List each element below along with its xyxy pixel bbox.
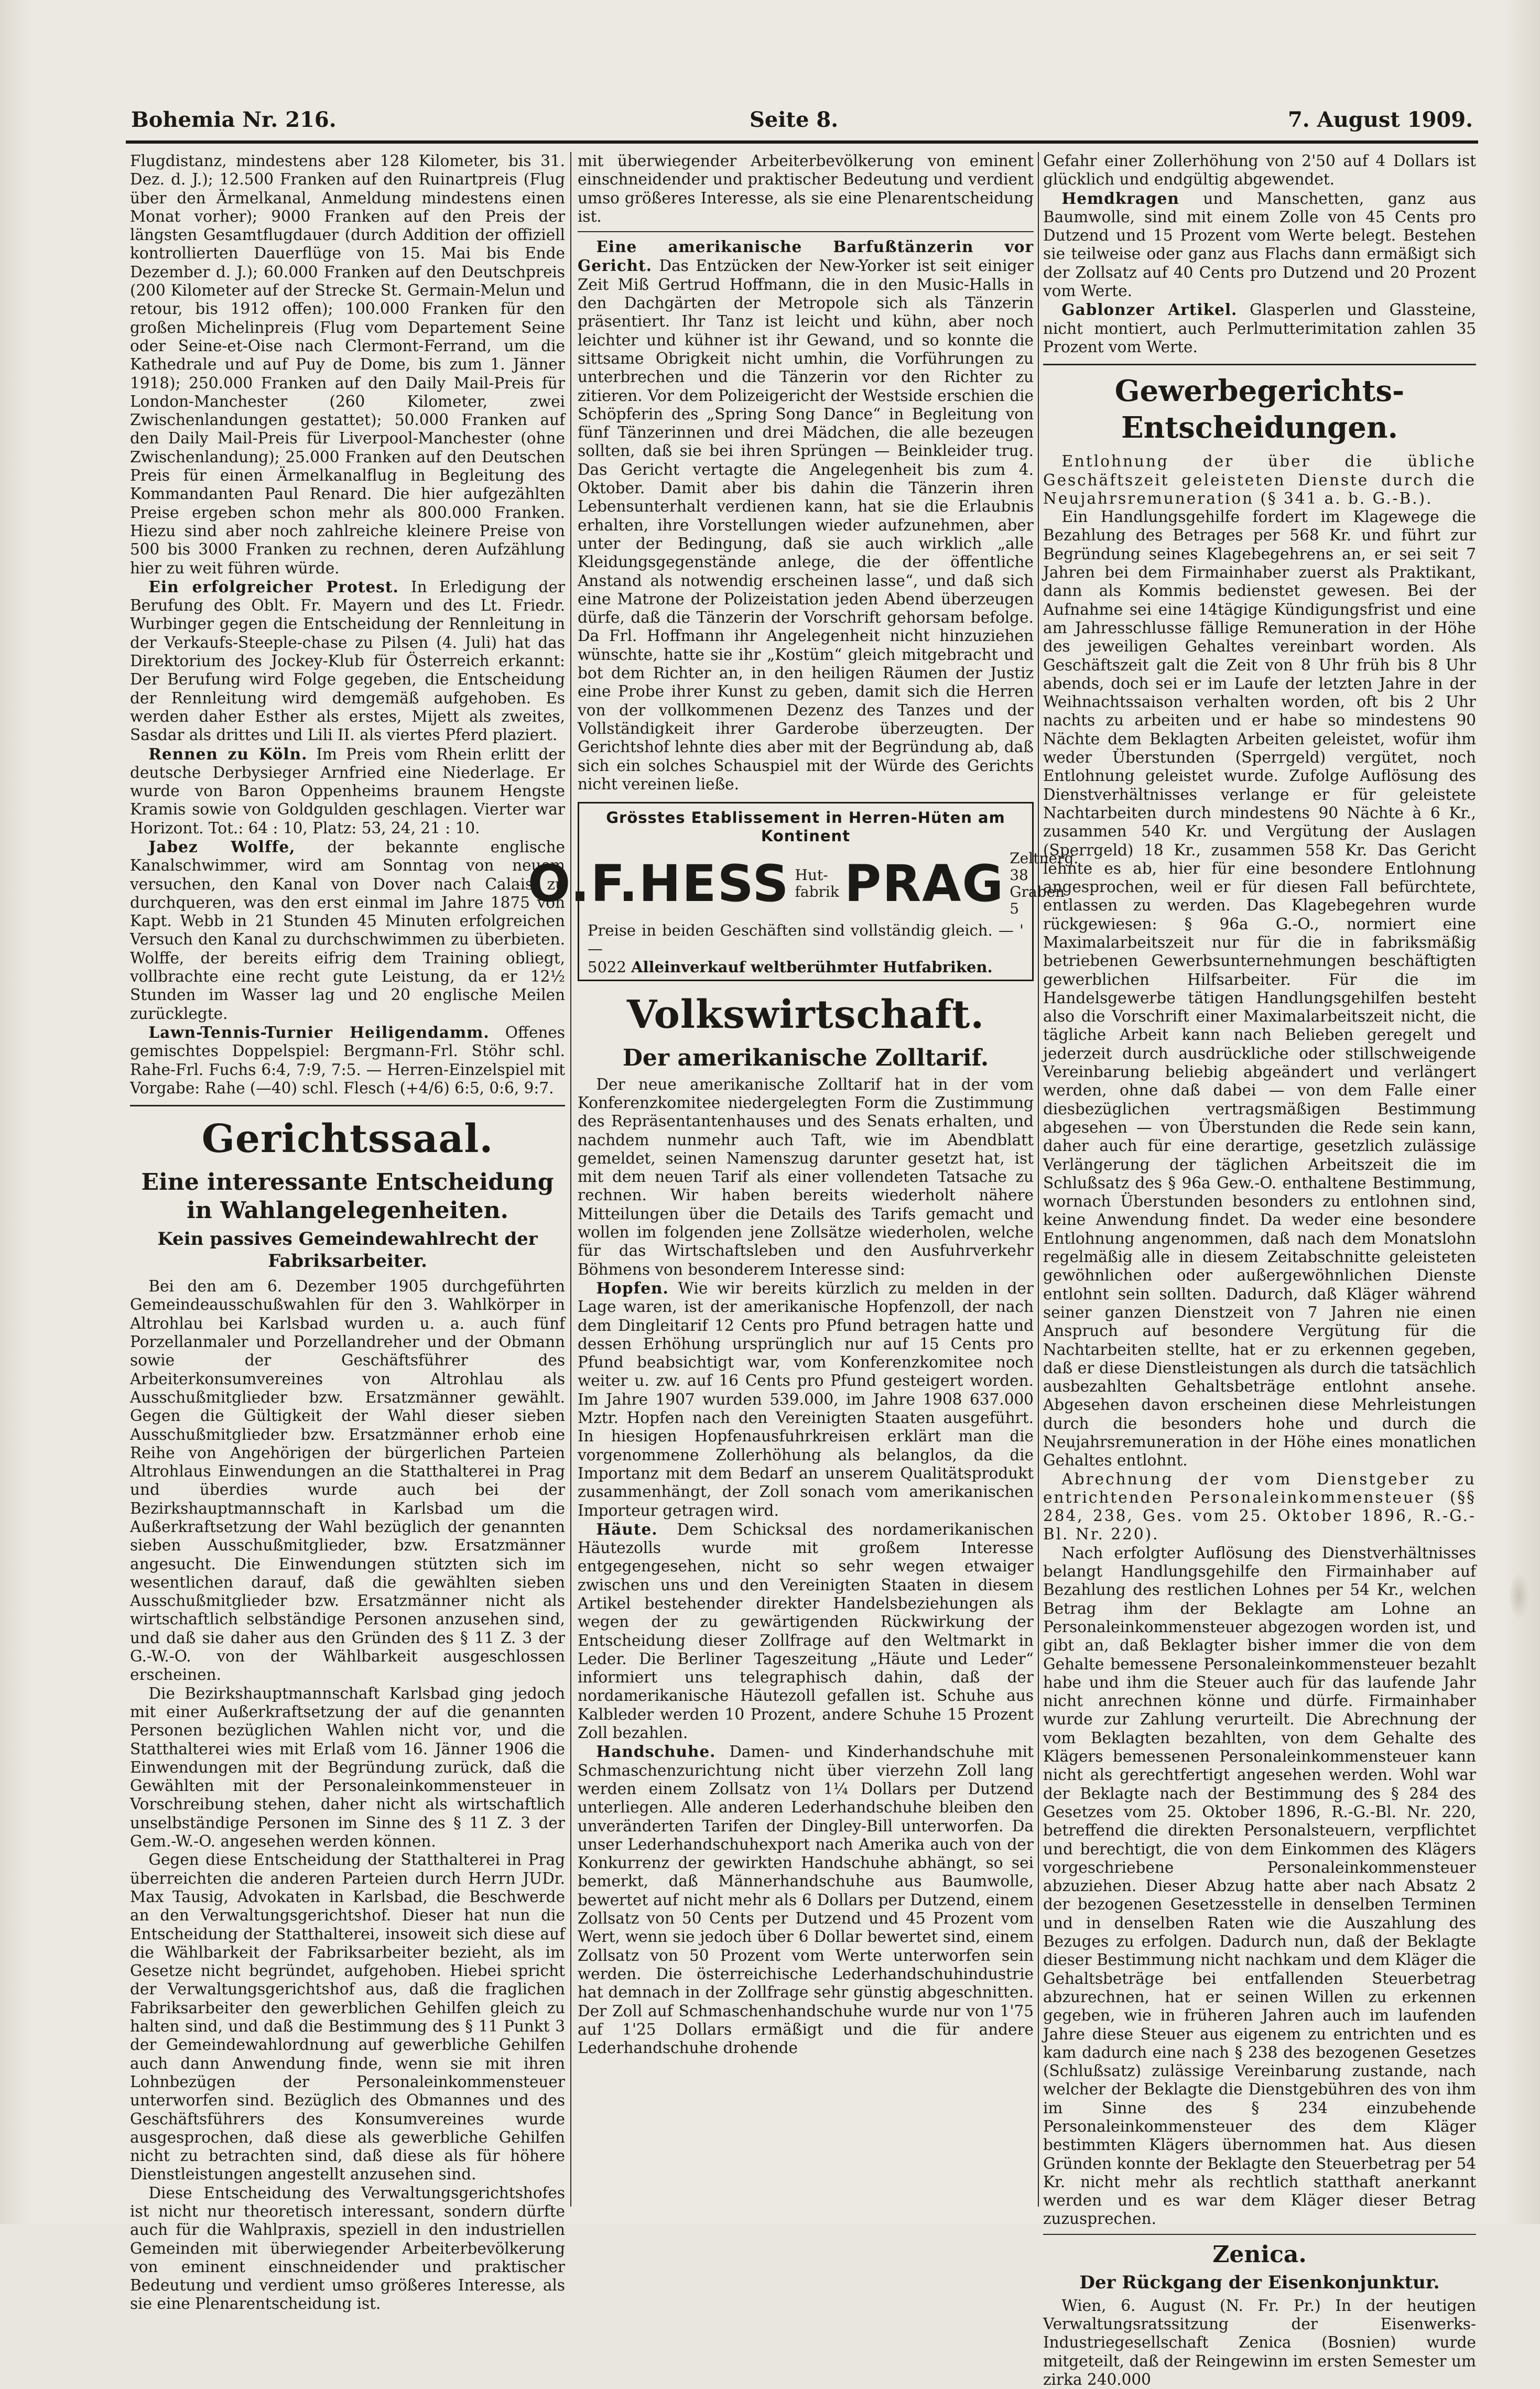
rennen-text: Im Preis vom Rhein erlitt der deutsche Derbysieger Arnfried eine Niederlage. Er wurde von Baron Oppenheims braunem Hengste Kramis sowie von Goldgulden geschlagen. Vierter war Horizont. Tot.: 64 : 10, Platz: 53, 24, 21 : 10. <box>130 745 565 837</box>
ad-address-2: Graben 5 <box>1010 883 1065 917</box>
protest-paragraph <box>130 578 565 745</box>
zenica-title: Zenica. <box>1212 2241 1307 2268</box>
article-title-wahl: Eine interessante Entscheidung in Wahlangelegenheiten. <box>141 1169 554 1224</box>
paper-stain <box>1509 1572 1530 1620</box>
header-issue: Bohemia Nr. 216. <box>131 107 337 132</box>
ad-number: 5022 <box>588 958 626 976</box>
taenzerin-text: Das Entzücken der New-Yorker ist seit einiger Zeit Miß Gertrud Hoffmann, die in den Music-Halls in den Dachgärten der Metropole sich als Tänzerin präsentiert. Ihr Tanz ist leicht und kühn, aber noch leichter und kühner ist ihr Gewand, und so konnte die sittsame Obrigkeit nicht umhin, die Vorführungen zu unterbrechen und die Tänzerin vor den Richter zu zitieren. Vor dem Polizeigericht der Westside erschien die Schöpferin des „Spring Song Dance“ in Begleitung von fünf Tänzerinnen und drei Mädchen, die alle bezeugen sollten, daß sie bei ihren Sprüngen — Beinkleider trug. Das Gericht vertagte die Angelegenheit bis zum 4. Oktober. Damit aber bis dahin die Tänzerin ihren Lebensunterhalt verdienen kann, hat sie die Erlaubnis erhalten, ihre Vorstellungen wieder aufzunehmen, aber unter der Bedingung, daß sie auch wirklich „alle Kleidungsgegenstände anlege, die der öffentliche Anstand als notwendig erscheinen lasse“, und daß sich eine Matrone der Polizeistation jeden Abend überzeugen dürfe, daß die Tänzerin der Vorschrift gehorsam befolge. Da Frl. Hoffmann ihr Angelegenheit nicht hinzuziehen wünschte, hatte sie ihr „Kostüm“ gleich mitgebracht und bot dem Richter an, in den heiligen Räumen der Justiz eine Probe ihrer Kunst zu geben, damit sich die Herren von der vollkommenen Dezenz des Tanzes und der Vollständigkeit ihrer Garderobe überzeugten. Der Gerichtshof lehnte dies aber mit der Begründung ab, daß sich ein solches Schauspiel mit der Würde des Gerichts nicht vereinen ließe. <box>578 257 1034 793</box>
rennen-paragraph <box>130 745 565 838</box>
wahl-paragraph: Bei den am 6. Dezember 1905 durchgeführten Gemeindeausschußwahlen für den 3. Wahlkörper in Altrohlau bei Karlsbad wurden u. a. auch fünf Porzellanmaler und Porzellandreher und der Obmann sowie der Geschäftsführer des Arbeiterkonsumvereines von Altrohlau als Ausschußmitglieder bzw. Ersatzmänner gewählt. Gegen die Gültigkeit der Wahl dieser sieben Ausschußmitglieder bzw. Ersatzmänner erhob eine Reihe von Angehörigen der bürgerlichen Parteien Altrohlaus Einwendungen an die Statthalterei in Prag und überdies wurde auch bei der Bezirkshauptmannschaft in Karlsbad um die Außerkraftsetzung der Wahl bezüglich der genannten sieben Ausschußmitglieder, bzw. Ersatzmänner angesucht. Die Einwendungen stützten sich im wesentlichen darauf, daß die gewählten sieben Ausschußmitglieder bzw. Ersatzmänner nicht als wirtschaftlich selbständige Personen anzusehen sind, und daß sie daher aus den Gründen des § 11 Z. 3 der G.-W.-O. von der Wählbarkeit ausgeschlossen erscheinen. <box>130 1277 565 1684</box>
protest-rubric: Ein erfolgreicher Protest. <box>148 577 399 596</box>
hopfen-rubric: Hopfen. <box>596 1278 669 1297</box>
lawn-rubric: Lawn-Tennis-Turnier Heiligendamm. <box>148 1023 490 1041</box>
section-title-gerichtssaal: Gerichtssaal. <box>201 1116 494 1162</box>
ad-company-name: O.F.HESS <box>527 854 790 913</box>
page-header <box>131 107 1473 139</box>
taenzerin-rubric: Eine amerikanische Barfußtänzerin vor Gericht. <box>578 237 1034 275</box>
ad-main-row <box>527 849 1079 917</box>
column-divider-2 <box>1038 152 1039 2207</box>
jabez-rubric: Jabez Wolffe, <box>148 837 296 856</box>
hopfen-text: Wie wir bereits kürzlich zu melden in der Lage waren, ist der amerikanische Hopfenzoll, der nach dem Dingleitarif 12 Cents pro Pfund betragen hatte und dessen Erhöhung ursprünglich nur auf 15 Cents pro Pfund beabsichtigt war, vom Konferenzkomitee noch weiter u. zw. auf 16 Cents pro Pfund gesteigert worden. Im Jahre 1907 wurden 539.000, im Jahre 1908 637.000 Mztr. Hopfen nach den Vereinigten Staaten ausgeführt. In hiesigen Hopfenausfuhrkreisen erklärt man die vorgenommene Zollerhöhung als belanglos, da die Importanz mit dem Bedarf an unserem Qualitätsprodukt zusammenhängt, der Zoll sonach vom amerikanischen Importeur getragen wird. <box>578 1279 1034 1519</box>
lawn-text: Offenes gemischtes Doppelspiel: Bergmann-Frl. Stöhr schl. Rahe-Frl. Fuchs 6:4, 7:9, 7:5. — Herren-Einzelspiel mit Vorgabe: Rahe (—40) schl. Flesch (+4/6) 6:5, 0:6, 9:7. <box>130 1023 565 1097</box>
article-subtitle-wahl: Kein passives Gemeindewahlrecht der Fabriksarbeiter. <box>157 1229 538 1272</box>
ad-city: PRAG <box>844 854 1005 913</box>
rennen-rubric: Rennen zu Köln. <box>148 744 308 763</box>
gablonz-rubric: Gablonzer Artikel. <box>1061 300 1238 319</box>
continued-paragraph: mit überwiegender Arbeiterbevölkerung von eminent einschneidender und praktischer Bedeutung und verdient umso größeres Interesse, als sie eine Plenarentscheidung ist. <box>578 152 1034 225</box>
abrechnung-text: Nach erfolgter Auflösung des Dienstverhältnisses belangt Handlungsgehilfe den Firmainhaber auf Bezahlung des restlichen Lohnes per 54 Kr., welchen Betrag ihm der Beklagte am Lohne an Personaleinkommensteuer abgezogen worden ist, und gibt an, daß Beklagter bisher immer die von dem Gehalte bemessene Personaleinkommensteuer bezahlt habe und ihm die Steuer auch für das laufende Jahr nicht anrechnen könne und dürfe. Firmainhaber wurde zur Zahlung verurteilt. Die Abrechnung der vom Beklagten bezahlten, von dem Gehalte des Klägers bemessenen Personaleinkommensteuer kann nicht als gerechtfertigt angesehen werden. Wohl war der Beklagte nach der Bestimmung des § 284 des Gesetzes vom 25. Oktober 1896, R.-G.-Bl. Nr. 220, betreffend die direkten Personalsteuern, verpflichtet und berechtigt, die von dem Einkommen des Klägers vorgeschriebene Personaleinkommensteuer abzuziehen. Dieser Abzug hatte aber nach Absatz 2 der bezogenen Gesetzesstelle in denselben Terminen und in denselben Raten wie die Auszahlung des Bezuges zu erfolgen. Dadurch nun, daß der Beklagte dieser Bestimmung nicht nachkam und dem Kläger die Gehaltsbeträge bei entfallenden Steuerbetrag abzurechnen, hat er seinen Willen zu erkennen gegeben, wie in früheren Jahren auch im laufenden Jahre diese Steuer aus eigenem zu entrichten und es kam dadurch eine nach § 238 des bezogenen Gesetzes (Schlußsatz) zulässige Vereinbarung zustande, nach welcher der Beklagte die Dienstgebühren des von ihm im Sinne des § 234 einzubehende Personaleinkommensteuer des dem Kläger bestimmten Klägers übernommen hat. Aus diesen Gründen konnte der Beklagte den Steuerbetrag per 54 Kr. nicht mehr als rechtlich statthaft anerkannt werden und es war dem Kläger dieser Betrag zuzusprechen. <box>1043 1544 1476 2228</box>
zolltarif-intro: Der neue amerikanische Zolltarif hat in der vom Konferenzkomitee niedergelegten Form die Zustimmung des Repräsentantenhauses und des Senats erhalten, und nachdem nunmehr auch Taft, wie im Abendblatt gemeldet, seinen Namenszug darunter gesetzt hat, ist mit dem neuen Tarif als einer vollendeten Tatsache zu rechnen. Wir haben bereits wiederholt nähere Mitteilungen über die Details des Tarifs gemacht und wollen im folgenden jene Zollsätze wiederholen, welche für das Wirtschaftsleben und den Ausfuhrverkehr Böhmens von besonderem Interesse sind: <box>578 1075 1034 1278</box>
taenzerin-paragraph <box>578 237 1034 794</box>
hemd-rubric: Hemdkragen <box>1061 189 1179 208</box>
wahl-paragraph: Diese Entscheidung des Verwaltungsgerichtshofes ist nicht nur theoretisch interessant, sondern dürfte auch für die Wahlpraxis, speziell in den industriellen Gemeinden mit überwiegender Arbeiterbevölkerung von eminent einschneidender und praktischer Bedeutung und verdient umso größeres Interesse, als sie eine Plenarentscheidung ist. <box>130 2184 565 2313</box>
sport-prizes-text: Flugdistanz, mindestens aber 128 Kilometer, bis 31. Dez. d. J.); 12.500 Franken auf den Ruinartpreis (Flug über den Ärmelkanal, Anmeldung mindestens einen Monat vorher); 9000 Franken auf den Preis der längsten Gesamtflugdauer (durch Addition der offiziell kontrollierten Dauerflüge von 15. Mai bis Ende Dezember d. J.); 60.000 Franken auf den Deutschpreis (200 Kilometer auf der Strecke St. Germain-Melun und retour, bis 1912 offen); 100.000 Franken für den großen Michelinpreis (Flug vom Departement Seine oder Seine-et-Oise nach Clermont-Ferrand, um die Kathedrale und auf Puy de Dome, bis zum 1. Jänner 1918); 250.000 Franken auf den Daily Mail-Preis für London-Manchester (260 Kilometer, zwei Zwischenlandungen gestattet); 50.000 Franken auf den Daily Mail-Preis für Liverpool-Manchester (ohne Zwischenlandung); 25.000 Franken auf den Deutschen Preis für einen Ärmelkanalflug in Begleitung des Kommandanten Paul Renard. Die hier aufgezählten Preise ergeben schon mehr als 800.000 Franken. Hiezu sind aber noch zahlreiche kleinere Preise von 500 bis 3000 Franken zu rechnen, deren Aufzählung hier zu weit führen würde. <box>130 152 565 577</box>
column-1 <box>130 152 565 2313</box>
ad-address-1: Zeltnerg. 38 <box>1010 849 1079 884</box>
column-3 <box>1043 152 1476 2388</box>
wahl-paragraph: Die Bezirkshauptmannschaft Karlsbad ging jedoch mit einer Außerkraftsetzung der auf die genannten Personen bezüglichen Wahlen nicht vor, und die Statthalterei wies mit Erlaß vom 16. Jänner 1906 die Einwendungen mit der Begründung zurück, daß die Gewählten mit der Personaleinkommensteuer in Vorschreibung stehen, daher nicht als wirtschaftlich unselbständige Personen im Sinne des § 11 Z. 3 der Gem.-W.-O. angesehen werden können. <box>130 1684 565 1851</box>
section-rule <box>1043 364 1476 365</box>
section-title-gewerbegericht: Gewerbegerichts-Entscheidungen. <box>1114 374 1405 446</box>
ad-bottom-text <box>588 921 1024 976</box>
ad-hut: Hut- <box>795 866 828 884</box>
article-title-zolltarif: Der amerikanische Zolltarif. <box>622 1044 989 1071</box>
haeute-rubric: Häute. <box>596 1519 658 1538</box>
jabez-paragraph <box>130 838 565 1023</box>
zenica-text: Wien, 6. August (N. Fr. Pr.) In der heutigen Verwaltungsratssitzung der Eisenwerks-Industriegesellschaft Zenica (Bosnien) wurde mitgeteilt, daß der Reingewinn im ersten Semester um zirka 240.000 <box>1043 2296 1476 2388</box>
jabez-text: der bekannte englische Kanalschwimmer, wird am Sonntag von neuem versuchen, den Kanal von Dover nach Calais zu durchqueren, was den erst einmal im Jahre 1875 von Kapt. Webb in 21 Stunden 45 Minuten erfolgreichen Versuch den Kanal zu durchschwimmen zu überbieten. Wolffe, der bereits eifrig dem Training obliegt, vollbrachte eine recht gute Leistung, da er 12½ Stunden im Wasser lag und 20 englische Meilen zurücklegte. <box>130 838 565 1023</box>
entlohnung-lead: Entlohnung der über die übliche Geschäftszeit geleisteten Dienste durch die Neujahrsremuneration (§ 341 a. b. G.-B.). <box>1043 452 1476 507</box>
advertisement-hess <box>527 802 1079 981</box>
gablonz-text: Glasperlen und Glassteine, nicht montiert, auch Perlmutterimitation zahlen 35 Prozent vom Werte. <box>1043 301 1476 356</box>
abrechnung-lead: Abrechnung der vom Dienstgeber zu entrichtenden Personaleinkommensteuer (§§ 284, 238, Ges. vom 25. Oktober 1896, R.-G.-Bl. Nr. 220). <box>1043 1470 1476 1544</box>
column-divider-1 <box>570 152 571 2207</box>
hopfen-paragraph <box>578 1279 1034 1520</box>
column-2 <box>527 152 1079 2207</box>
zoll-continued: Gefahr einer Zollerhöhung von 2'50 auf 4 Dollars ist glücklich und endgültig abgewendet. <box>1043 152 1476 189</box>
ad-hutfabrik <box>795 867 839 900</box>
section-rule <box>130 1105 565 1106</box>
hemd-text: und Manschetten, ganz aus Baumwolle, sind mit einem Zolle von 45 Cents pro Dutzend und 15 Prozent vom Werte belegt. Bestehen sie teilweise oder ganz aus Flachs dann ermäßigt sich der Zollsatz auf 40 Cents pro Dutzend und 20 Prozent vom Werte. <box>1043 189 1476 300</box>
ad-bottom-line-2: Alleinverkauf weltberühmter Hutfabriken. <box>631 958 993 976</box>
header-page-number: Seite 8. <box>750 107 839 132</box>
ad-top-line: Grösstes Etablissement in Herren-Hüten am Kontinent <box>606 809 1005 845</box>
handschuhe-rubric: Handschuhe. <box>596 1742 716 1761</box>
gablonz-paragraph <box>1043 300 1476 356</box>
ad-fabrik: fabrik <box>795 883 839 900</box>
haeute-text: Dem Schicksal des nordamerikanischen Häutezolls wurde mit großem Interesse entgegengesehen, nicht so sehr wegen etwaiger zwischen uns und den Vereinigten Staaten in diesem Artikel bestehender direkter Handelsbeziehungen als wegen der zu gewärtigenden Rückwirkung der Entscheidung dieser Zollfrage auf den Weltmarkt in Leder. Die Berliner Tageszeitung „Häute und Leder“ informiert uns telegraphisch dahin, daß der nordamerikanische Häutezoll gefallen ist. Schuhe aus Kalbleder werden 10 Prozent, andere Schuhe 15 Prozent Zoll bezahlen. <box>578 1520 1034 1742</box>
entlohnung-text: Ein Handlungsgehilfe fordert im Klagewege die Bezahlung des Betrages per 568 Kr. und führt zur Begründung seines Klagebegehrens an, er sei seit 7 Jahren bei dem Firmainhaber zuerst als Praktikant, dann als Kommis bedienstet gewesen. Bei der Aufnahme sei eine 14tägige Kündigungsfrist und eine am Jahresschlusse fällige Remuneration in der Höhe des jeweiligen Gehaltes vereinbart worden. Als Geschäftszeit galt die Zeit von 8 Uhr früh bis 8 Uhr abends, doch sei er im Laufe der letzten Jahre in der Weihnachtssaison verhalten worden, oft bis 2 Uhr nachts zu arbeiten und er habe so mindestens 90 Nächte dem Beklagten Arbeiten geleistet, wofür ihm weder Überstunden (Sperrgeld) vergütet, noch Entlohnung geleistet wurde. Zufolge Auflösung des Dienstverhältnisses verlange er für geleistete Nachtarbeiten durch mindestens 90 Nächte à 6 Kr., zusammen 540 Kr. und Vergütung der Auslagen (Sperrgeld) 18 Kr., zusammen 558 Kr. Das Gericht lehnte es ab, hier für eine besondere Entlohnung angesprochen, weil er für diesen Fall befürchtete, entlassen zu werden. Das Klagebegehren wurde rückgewiesen: § 96a G.-O., normiert eine Maximalarbeitszeit nur für die in fabriksmäßig betriebenen Gewerbsunternehmungen beschäftigten gewerblichen Hilfsarbeiter. Für die im Handelsgewerbe tätigen Handlungsgehilfen besteht also die Vorschrift einer Maximalarbeitszeit nicht, die tägliche Arbeit kann nach Belieben geregelt und jederzeit durch ausdrückliche oder stillschweigende Vereinbarung beliebig abgeändert und verlängert werden, ohne daß dabei — von dem Falle einer diesbezüglichen vertragsmäßigen Bestimmung abgesehen — von Überstunden die Rede sein kann, daher auch für eine derartige, gesetzlich zulässige Verlängerung der täglichen Arbeitszeit die im Schlußsatz des § 96a Gew.-O. enthaltene Bestimmung, wornach Überstunden besonders zu entlohnen sind, keine Anwendung findet. Da weder eine besondere Entlohnung angenommen, daß nach dem Monatslohn regelmäßig alle in diesem Zeitabschnitte geleisteten gewöhnlichen oder außergewöhnlichen Dienste entlohnt sein sollten. Dadurch, daß Kläger während seiner ganzen Dienstzeit von 7 Jahren nie einen Anspruch auf besondere Vergütung für die Nachtarbeiten stellte, hat er zu erkennen gegeben, daß er diese Dienstleistungen als durch die tatsächlich ausbezahlten Gehaltsbeträge entlohnt ansehe. Abgesehen davon erscheinen diese Mehrleistungen durch die besonders hohe und durch die Neujahrsremuneration in der Höhe eines monatlichen Gehaltes entlohnt. <box>1043 508 1476 1470</box>
rule <box>578 231 1034 232</box>
zenica-subtitle: Der Rückgang der Eisenkonjunktur. <box>1079 2272 1440 2293</box>
wahl-paragraph: Gegen diese Entscheidung der Statthalterei in Prag überreichten die anderen Parteien durch Herrn JUDr. Max Tausig, Advokaten in Karlsbad, die Beschwerde an den Verwaltungsgerichtshof. Dieser hat nun die Entscheidung der Statthalterei, insoweit sich diese auf die Wählbarkeit der Fabriksarbeiter bezieht, als im Gesetze nicht begründet, aufgehoben. Hiebei spricht der Verwaltungsgerichtshof aus, daß die fraglichen Fabriksarbeiter den gewerblichen Gehilfen gleich zu halten sind, und daß die Bestimmung des § 11 Punkt 3 der Gemeindewahlordnung auf gewerbliche Gehilfen auch dann Anwendung finde, wenn sie mit ihren Lohnbezügen der Personaleinkommensteuer unterworfen sind. Bezüglich des Obmannes und des Geschäftsführers des Konsumvereines wurde ausgesprochen, daß diese als gewerbliche Gehilfen nicht zu betrachten sind, daß diese als für höhere Dienstleistungen angestellt anzusehen sind. <box>130 1851 565 2184</box>
header-date: 7. August 1909. <box>1287 107 1473 132</box>
lawn-paragraph <box>130 1023 565 1098</box>
hemd-paragraph <box>1043 189 1476 301</box>
protest-text: In Erledigung der Berufung des Oblt. Fr. Mayern und des Lt. Friedr. Wurbinger gegen die Entscheidung der Rennleitung in der Verkaufs-Steeple-chase zu Pilsen (4. Juli) hat das Direktorium des Jockey-Klub für Österreich erkannt: Der Berufung wird Folge gegeben, die Entscheidung der Rennleitung wird demgemäß aufgehoben. Es werden daher Esther als erstes, Mijett als zweites, Sasdar als drittes und Lili II. als viertes Pferd plaziert. <box>130 578 565 744</box>
rule <box>1043 2234 1476 2235</box>
haeute-paragraph <box>578 1520 1034 1743</box>
section-title-volkswirtschaft: Volkswirtschaft. <box>626 992 985 1037</box>
handschuhe-paragraph <box>578 1742 1034 2057</box>
header-rule <box>126 140 1478 144</box>
handschuhe-text: Damen- und Kinderhandschuhe mit Schmaschenzurichtung nicht über vierzehn Zoll lang werden einem Zollsatz von 1¼ Dollars per Dutzend unterliegen. Alle anderen Lederhandschuhe bleiben den unveränderten Tarifen der Dingley-Bill unterworfen. Da unser Lederhandschuhexport nach Amerika auch von der Konkurrenz der gewirkten Handschuhe abhängt, so sei bemerkt, daß Männerhandschuhe aus Baumwolle, bewertet auf nicht mehr als 6 Dollars per Dutzend, einem Zollsatz von 50 Cents per Dutzend und 45 Prozent vom Wert, wenn sie jedoch über 6 Dollar bewertet sind, einem Zollsatz von 50 Prozent vom Werte unterworfen sein werden. Die österreichische Lederhandschuhindustrie hat demnach in der Zollfrage sehr günstig abgeschnitten. Der Zoll auf Schmaschenhandschuhe wurde nur von 1'75 auf 1'25 Dollars ermäßigt und die für andere Lederhandschuhe drohende <box>578 1743 1034 2057</box>
ad-bottom-line-1: Preise in beiden Geschäften sind vollständig gleich. — ' — <box>588 921 1024 958</box>
